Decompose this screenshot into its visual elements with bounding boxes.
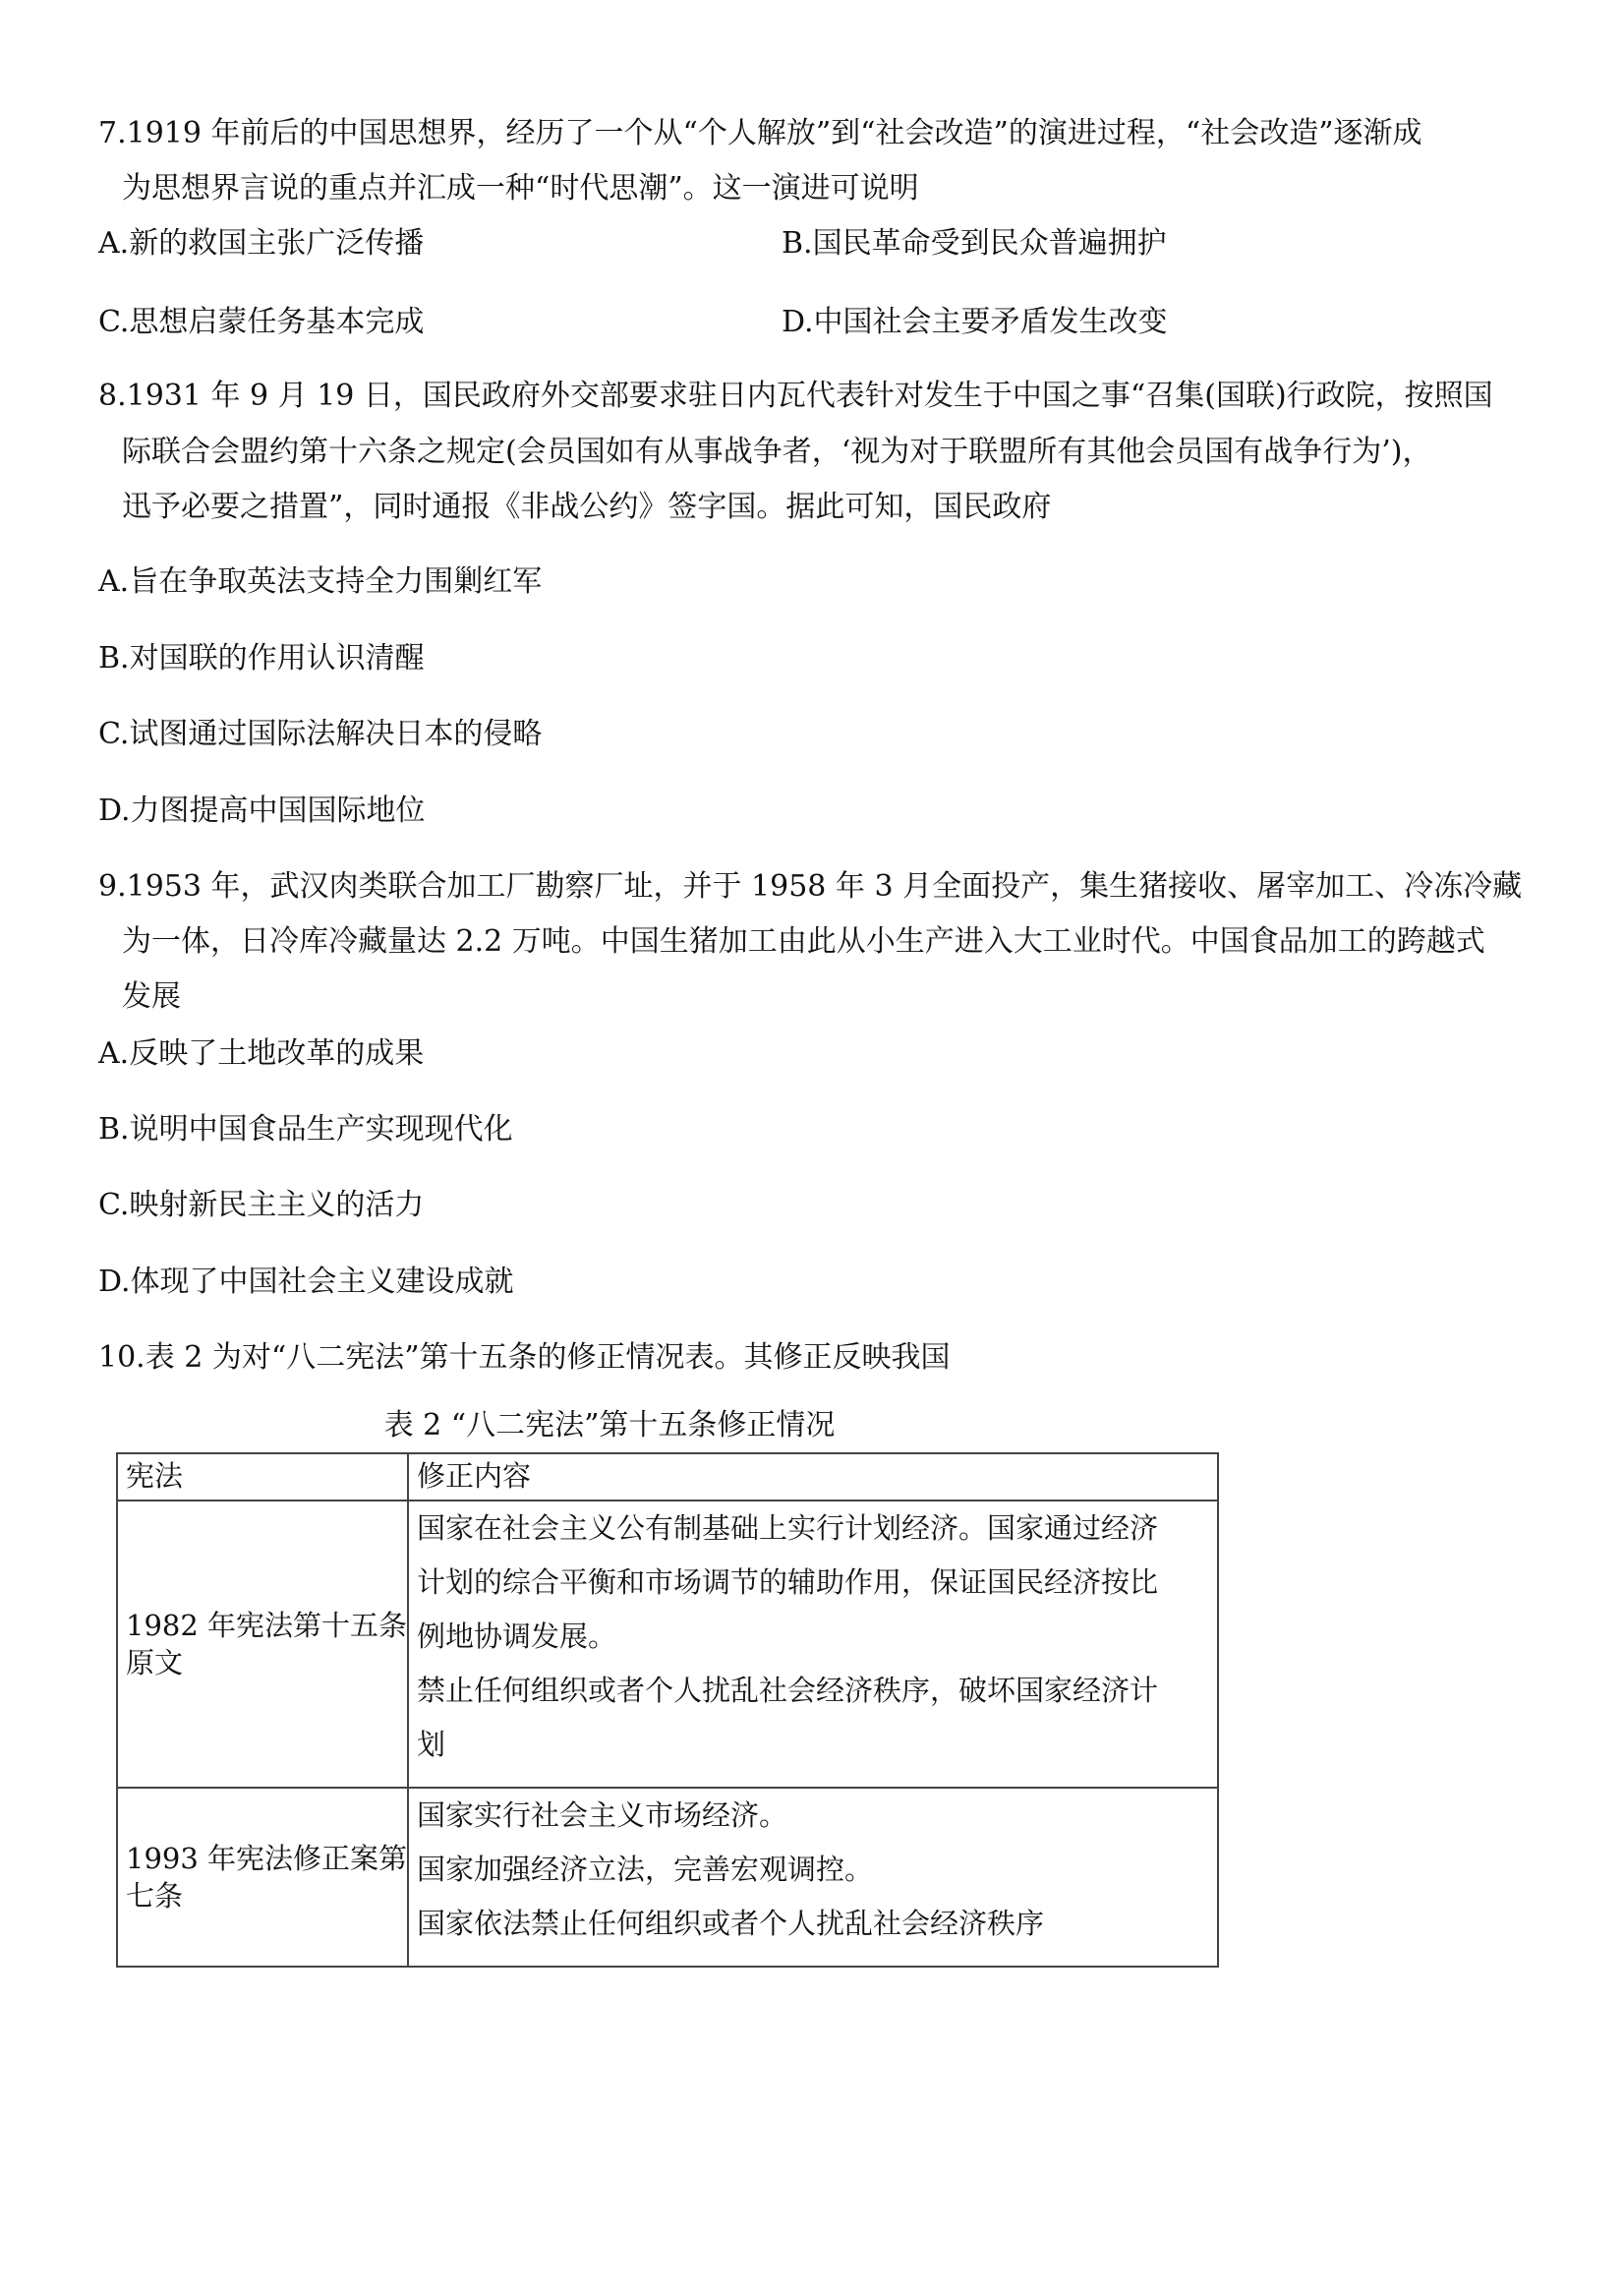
q7-stem-line-2: 为思想界言说的重点并汇成一种“时代思潮”。这一演进可说明 xyxy=(122,171,919,206)
header-amendment-content: 修正内容 xyxy=(408,1453,1218,1501)
q8-stem-line-3: 迅予必要之措置”，同时通报《非战公约》签字国。据此可知，国民政府 xyxy=(122,490,1052,524)
q9-stem-line-2: 为一体，日冷库冷藏量达 2.2 万吨。中国生猪加工由此从小生产进入大工业时代。中国食品加工的跨越式 xyxy=(122,924,1485,959)
table-row xyxy=(117,1788,1218,1967)
row-1993-content-line: 国家实行社会主义市场经济。 xyxy=(417,1798,788,1832)
row-1993-label xyxy=(117,1788,408,1967)
row-1982-label-line-1: 1982 年宪法第十五条 xyxy=(126,1609,408,1642)
q7-stem-line-1: 7.1919 年前后的中国思想界，经历了一个从“个人解放”到“社会改造”的演进过程，“社会改造”逐渐成 xyxy=(98,116,1422,150)
q9-stem-line-3: 发展 xyxy=(122,979,181,1014)
q8-option-d: D.力图提高中国国际地位 xyxy=(98,794,426,828)
row-1982-content xyxy=(408,1501,1218,1788)
table-header-row xyxy=(117,1453,1218,1501)
q7-option-a: A.新的救国主张广泛传播 xyxy=(98,226,425,261)
q9-option-c: C.映射新民主主义的活力 xyxy=(98,1188,425,1222)
q7-option-d: D.中国社会主要矛盾发生改变 xyxy=(782,305,1168,339)
row-1982-content-line: 例地协调发展。 xyxy=(417,1619,617,1653)
row-1993-label-line-1: 1993 年宪法修正案第 xyxy=(126,1842,408,1875)
q8-stem-line-1: 8.1931 年 9 月 19 日，国民政府外交部要求驻日内瓦代表针对发生于中国之事“召集(国联)行政院，按照国 xyxy=(98,379,1493,413)
q7-option-c: C.思想启蒙任务基本完成 xyxy=(98,305,425,339)
q9-option-d: D.体现了中国社会主义建设成就 xyxy=(98,1265,514,1299)
row-1982-label xyxy=(117,1501,408,1788)
q8-option-b: B.对国联的作用认识清醒 xyxy=(98,641,425,676)
row-1993-content-line: 国家加强经济立法，完善宏观调控。 xyxy=(417,1853,874,1886)
header-constitution: 宪法 xyxy=(117,1453,408,1501)
row-1982-content-line: 划 xyxy=(417,1728,446,1761)
table-row xyxy=(117,1501,1218,1788)
q7-option-b: B.国民革命受到民众普遍拥护 xyxy=(782,226,1167,261)
row-1982-content-line: 计划的综合平衡和市场调节的辅助作用，保证国民经济按比 xyxy=(417,1565,1159,1599)
row-1993-content xyxy=(408,1788,1218,1967)
q8-stem-line-2: 际联合会盟约第十六条之规定(会员国如有从事战争者，‘视为对于联盟所有其他会员国有战争行为’)， xyxy=(122,435,1432,469)
q10-stem-line-1: 10.表 2 为对“八二宪法”第十五条的修正情况表。其修正反映我国 xyxy=(98,1340,951,1375)
row-1982-content-line: 禁止任何组织或者个人扰乱社会经济秩序，破坏国家经济计 xyxy=(417,1674,1159,1707)
row-1982-content-line: 国家在社会主义公有制基础上实行计划经济。国家通过经济 xyxy=(417,1511,1159,1545)
row-1993-label-line-2: 七条 xyxy=(126,1879,184,1913)
q8-option-a: A.旨在争取英法支持全力围剿红军 xyxy=(98,564,543,599)
q9-option-b: B.说明中国食品生产实现现代化 xyxy=(98,1112,513,1147)
row-1982-label-line-2: 原文 xyxy=(126,1646,184,1679)
row-1993-content-line: 国家依法禁止任何组织或者个人扰乱社会经济秩序 xyxy=(417,1907,1045,1940)
q8-option-c: C.试图通过国际法解决日本的侵略 xyxy=(98,717,543,751)
table-title: 表 2 “八二宪法”第十五条修正情况 xyxy=(383,1408,836,1442)
q9-option-a: A.反映了土地改革的成果 xyxy=(98,1036,425,1071)
q9-stem-line-1: 9.1953 年，武汉肉类联合加工厂勘察厂址，并于 1958 年 3 月全面投产，集生猪接收、屠宰加工、冷冻冷藏 xyxy=(98,869,1523,904)
constitution-amendment-table xyxy=(116,1452,1219,1968)
